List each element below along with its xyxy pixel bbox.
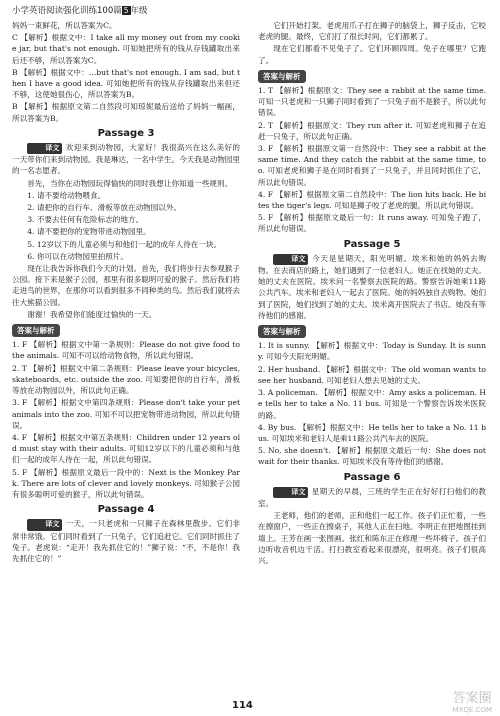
rule-item: 6. 你可以在动物园里拍照片。: [27, 251, 128, 261]
translation-tag: 译文: [27, 519, 62, 530]
translation-para: 译文 一天，一只老虎和一只狮子在森林里散步。它们非常非常饿。它们同时看到了一只兔子，它们追赶它。它们同时抓住了兔子。老虎说：“走开！我先抓住它的！”狮子说：“不，不是你！我先抓住它的！”: [12, 519, 240, 563]
translation-para: 现在它们都看不见兔子了。它们环顾四周。兔子在哪里？它跑了。: [258, 44, 486, 65]
answer-line: 5. F 【解析】根据原文最后一段中的：Next is the Monkey Park. There are lots of clever and lovely monkeys. 可知猴子公园有很多聪明可爱的猴子，所以此句错误。: [12, 467, 240, 499]
translation-para: 译文 星期天的早晨，三班的学生正在好好打扫他们的教室。: [258, 486, 486, 508]
passage-5-title: Passage 5: [343, 238, 401, 250]
left-column: [12, 20, 240, 565]
answer-line: 4. F 【解析】根据文中第五条规则：Children under 12 years old must stay with their adults. 可知12岁以下的儿童必须和与他们一起的成年人待在一起，所以此句错误。: [12, 432, 240, 465]
translation-para: 它们开始打架。老虎用爪子打在狮子的脑袋上，狮子反击，它咬老虎的腿。最终，它们打了很长时间，它们都累了。: [258, 21, 486, 42]
grade-badge: 5: [123, 6, 129, 15]
rule-item: 3. 不要去任何有危险标志的地方。: [27, 215, 144, 225]
translation-para: 译文 欢迎来到动物园，大家好！我很高兴在这么美好的一天带你们来到动物园。我是琳达，一名中学生。今天我是动物园里的一名志愿者。: [12, 143, 240, 176]
book-title: 小学英语阅读强化训练100篇: [12, 6, 122, 16]
answer-line: 2. Her husband. 【解析】根据文中：The old woman wants to see her husband. 可知老妇人想去见她的丈夫。: [258, 364, 486, 385]
passage-3-title: Passage 3: [97, 127, 155, 139]
translation-para: 译文 今天是星期天，阳光明媚。埃米和她的妈妈去购物。在去商店的路上，她们遇到了一位老妇人。她正在找她的丈夫。她的丈夫在医院。埃米问一名警察去医院的路。警察告诉她乘11路公共汽车。埃米和老妇人一起去了医院。她的妈妈独自去购物。她们到了医院，她们找到了她的丈夫。埃米离开医院去了书店。她没有等待他们的感谢。: [258, 253, 486, 320]
passage-4-title: Passage 4: [97, 504, 155, 516]
answer-line: 4. By bus. 【解析】根据文中：He tells her to take a No. 11 bus. 可知埃米和老妇人是乘11路公共汽车去的医院。: [258, 422, 486, 443]
answer-line: 2. T 【解析】根据原文：They run after it. 可知老虎和狮子在追赶一只兔子，所以此句正确。: [258, 120, 486, 141]
right-column: [258, 20, 486, 567]
answer-line: C 【解析】根据文中：I take all my money out from my cookie jar, but that's not enough. 可知她把所有的钱从存钱罐取出来后还不够，所以答案为C。: [12, 33, 240, 65]
translation-tag: 译文: [27, 143, 62, 154]
passage-6-title: Passage 6: [343, 471, 401, 483]
rule-item: 5. 12岁以下的儿童必须与和他们一起的成年人待在一块。: [27, 239, 222, 249]
answer-line: 妈妈一束鲜花，所以答案为C。: [12, 21, 117, 30]
answer-line: 4. F 【解析】根据原文第二自然段中：The lion hits back. He bites the tiger's legs. 可知是狮子咬了老虎的腿，所以此句错误。: [258, 189, 486, 211]
answer-line: B 【解析】根据文中：…but that's not enough. I am sad, but then I have a good idea. 可知她把所有的钱从存钱罐取出来但还不够，这使她很伤心，所以答案为B。: [12, 67, 240, 100]
answer-line: 3. A policeman. 【解析】根据文中：Amy asks a policeman. He tells her to take a No. 11 bus. 可知是一个警察告诉埃米医院的路。: [258, 388, 486, 420]
translation-tag: 译文: [273, 254, 308, 265]
page-number: 114: [232, 700, 253, 711]
translation-para: 现在让我告诉你我们今天的计划。首先，我们将步行去参观猴子公园。接下来是猴子公园，那里有很多聪明可爱的猴子。然后我们将走进鸟的世界，在那你可以看到很多不同种类的鸟。然后我们就将去往大熊猫公园。: [12, 264, 240, 307]
answer-heading: 答案与解析: [12, 324, 60, 337]
answer-line: 1. It is sunny. 【解析】根据文中：Today is Sunday. It is sunny. 可知今天阳光明媚。: [258, 341, 486, 362]
rule-item: 4. 请不要把你的宠物带进动物园里。: [27, 227, 151, 237]
grade-suffix: 年级: [130, 6, 148, 16]
answer-line: B 【解析】根据原文第二自然段可知琼妮最后送给了妈妈一幅画，所以答案为B。: [12, 102, 240, 123]
answer-heading: 答案与解析: [258, 70, 306, 83]
answer-line: 2. T 【解析】根据文中第二条规则：Please leave your bicycles, skateboards, etc. outside the zoo. 可知要把你的自行车，滑板等放在动物园以外，所以此句正确。: [12, 363, 240, 396]
translation-para: 王老师，他们的老师，正和他们一起工作。孩子们正忙着，一些在擦窗户，一些正在擦桌子，其他人正在扫地。李明正在把地图挂到墙上。王芳在画一张图画。张红和陈东正在修理一些坏椅子。孩子们边听收音机边干活。打扫教室看起来很漂亮，很明亮。孩子们很高兴。: [258, 511, 486, 565]
watermark: 答案圈 MXQE.COM: [452, 691, 492, 714]
answer-line: 5. No, she doesn't. 【解析】根据原文最后一句：She does not wait for their thanks. 可知埃米没有等待他们的感谢。: [258, 446, 486, 467]
translation-para: 首先，当你在动物园玩得愉快的同时我想让你知道一些规则。: [27, 178, 233, 188]
rule-item: 1. 请不要给动物喂食。: [27, 190, 106, 200]
answer-line: 3. F 【解析】根据原文第一自然段中：They see a rabbit at the same time. And they catch the rabbit at the same time, too. 可知老虎和狮子是在同时看到了一只兔子，并且同时抓住了它，所以此句错误。: [258, 144, 486, 187]
answer-line: 5. F 【解析】根据原文最后一句：It runs away. 可知兔子跑了，所以此句错误。: [258, 213, 486, 234]
rule-item: 2. 请把你的自行车、滑板等放在动物园以外。: [27, 203, 182, 213]
translation-para: 谢谢！我希望你们能度过愉快的一天。: [27, 309, 157, 319]
answer-line: 3. F 【解析】根据文中第四条规则：Please don't take your pet animals into the zoo. 可知不可以把宠物带进动物园，所以此句错误。: [12, 398, 240, 430]
translation-tag: 译文: [273, 487, 308, 498]
answer-line: 1. T 【解析】根据原文：They see a rabbit at the same time. 可知一只老虎和一只狮子同时看到了一只兔子而不是猴子，所以此句错误。: [258, 86, 486, 118]
answer-line: 1. F 【解析】根据文中第一条规则：Please do not give food to the animals. 可知不可以给动物食物，所以此句错误。: [12, 340, 240, 361]
running-header: [12, 4, 148, 16]
answer-heading: 答案与解析: [258, 325, 306, 338]
